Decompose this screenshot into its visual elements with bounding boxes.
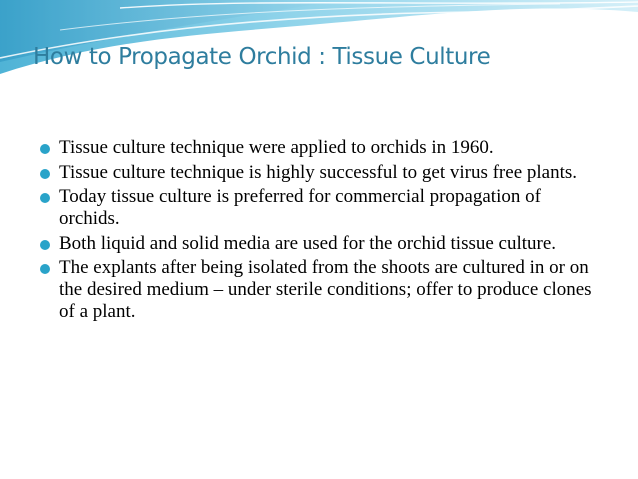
list-item: [40, 186, 600, 230]
list-item-text: Both liquid and solid media are used for the orchid tissue culture.: [59, 232, 557, 254]
list-item: [40, 233, 600, 255]
list-item-text: Tissue culture technique is highly successful to get virus free plants.: [59, 161, 578, 183]
bullet-dot-icon: [40, 240, 50, 250]
list-item-text: Today tissue culture is preferred for commercial propagation of orchids.: [59, 186, 541, 229]
list-item-text: The explants after being isolated from the shoots are cultured in or on the desired medium – under sterile conditions; offer to produce clones of a plant.: [59, 257, 592, 322]
bullet-dot-icon: [40, 193, 50, 203]
bullet-dot-icon: [40, 144, 50, 154]
slide-title: How to Propagate Orchid : Tissue Culture: [33, 44, 491, 70]
bullet-dot-icon: [40, 264, 50, 274]
list-item: [40, 257, 600, 323]
list-item-text: Tissue culture technique were applied to orchids in 1960.: [59, 137, 494, 158]
list-item: [40, 162, 600, 184]
list-item: [40, 137, 600, 159]
bullet-list: [40, 137, 600, 326]
bullet-dot-icon: [40, 169, 50, 179]
